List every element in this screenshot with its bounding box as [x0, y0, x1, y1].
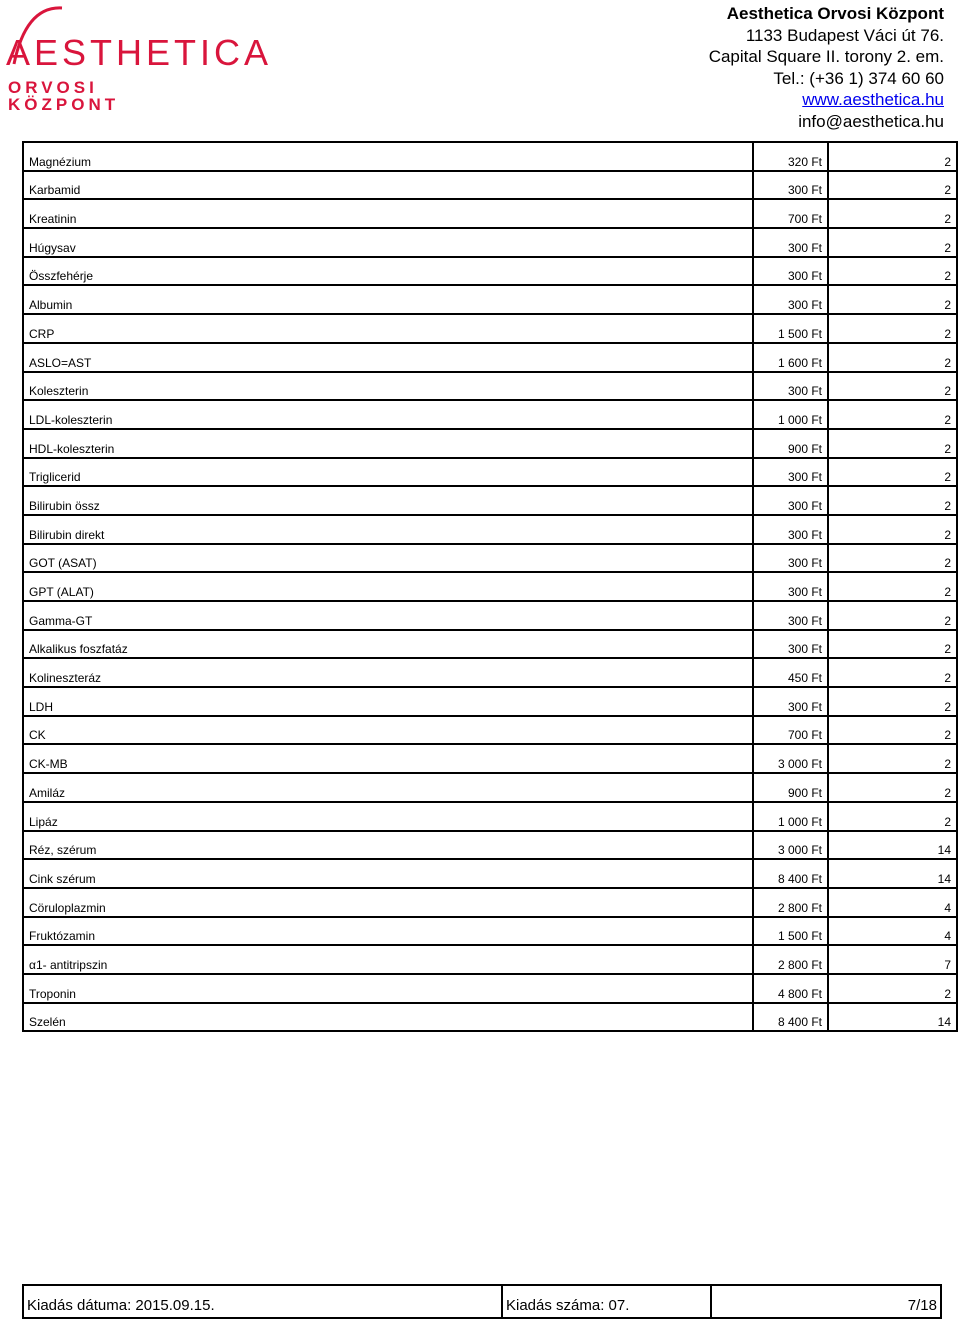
turnaround-cell: 2 — [828, 486, 957, 515]
table-row — [23, 515, 957, 544]
test-name-cell: CK-MB — [23, 744, 753, 773]
table-row — [23, 744, 957, 773]
price-cell: 2 800 Ft — [753, 945, 828, 974]
table-row — [23, 257, 957, 286]
test-name-cell: Karbamid — [23, 171, 753, 200]
price-cell: 8 400 Ft — [753, 859, 828, 888]
test-name-cell: Triglicerid — [23, 458, 753, 487]
test-name-cell: Amiláz — [23, 773, 753, 802]
turnaround-cell: 2 — [828, 744, 957, 773]
price-cell: 300 Ft — [753, 257, 828, 286]
turnaround-cell: 14 — [828, 1003, 957, 1032]
turnaround-cell: 2 — [828, 372, 957, 401]
test-name-cell: HDL-koleszterin — [23, 429, 753, 458]
table-row — [23, 974, 957, 1003]
test-name-cell: Albumin — [23, 285, 753, 314]
table-row — [23, 630, 957, 659]
table-row — [23, 888, 957, 917]
turnaround-cell: 2 — [828, 228, 957, 257]
price-cell: 1 500 Ft — [753, 917, 828, 946]
turnaround-cell: 2 — [828, 601, 957, 630]
test-name-cell: LDH — [23, 687, 753, 716]
price-cell: 300 Ft — [753, 601, 828, 630]
table-row — [23, 544, 957, 573]
test-name-cell: LDL-koleszterin — [23, 400, 753, 429]
phone-line: Tel.: (+36 1) 374 60 60 — [773, 68, 944, 88]
price-cell: 1 500 Ft — [753, 314, 828, 343]
table-row — [23, 285, 957, 314]
price-cell: 300 Ft — [753, 630, 828, 659]
table-row — [23, 228, 957, 257]
table-row — [23, 572, 957, 601]
contact-block — [544, 3, 944, 132]
company-name: Aesthetica Orvosi Központ — [726, 4, 944, 23]
test-name-cell: Cink szérum — [23, 859, 753, 888]
test-name-cell: Húgysav — [23, 228, 753, 257]
table-row — [23, 917, 957, 946]
price-cell: 1 000 Ft — [753, 400, 828, 429]
page-number: 7/18 — [907, 1297, 937, 1314]
price-cell: 1 000 Ft — [753, 802, 828, 831]
price-cell: 8 400 Ft — [753, 1003, 828, 1032]
table-row — [23, 199, 957, 228]
price-cell: 2 800 Ft — [753, 888, 828, 917]
table-row — [23, 831, 957, 860]
turnaround-cell: 4 — [828, 917, 957, 946]
turnaround-cell: 2 — [828, 572, 957, 601]
table-row — [23, 773, 957, 802]
table-row — [23, 716, 957, 745]
turnaround-cell: 14 — [828, 859, 957, 888]
turnaround-cell: 2 — [828, 544, 957, 573]
table-row — [23, 171, 957, 200]
test-name-cell: Fruktózamin — [23, 917, 753, 946]
test-name-cell: CK — [23, 716, 753, 745]
test-name-cell: GPT (ALAT) — [23, 572, 753, 601]
price-cell: 450 Ft — [753, 658, 828, 687]
test-name-cell: GOT (ASAT) — [23, 544, 753, 573]
test-name-cell: Koleszterin — [23, 372, 753, 401]
turnaround-cell: 2 — [828, 515, 957, 544]
test-name-cell: Szelén — [23, 1003, 753, 1032]
price-cell: 300 Ft — [753, 515, 828, 544]
test-name-cell: ASLO=AST — [23, 343, 753, 372]
turnaround-cell: 2 — [828, 687, 957, 716]
table-row — [23, 400, 957, 429]
turnaround-cell: 14 — [828, 831, 957, 860]
price-cell: 4 800 Ft — [753, 974, 828, 1003]
price-cell: 300 Ft — [753, 572, 828, 601]
price-cell: 1 600 Ft — [753, 343, 828, 372]
price-table — [22, 141, 958, 1032]
turnaround-cell: 2 — [828, 199, 957, 228]
table-row — [23, 601, 957, 630]
test-name-cell: α1- antitripszin — [23, 945, 753, 974]
table-row — [23, 486, 957, 515]
price-cell: 3 000 Ft — [753, 831, 828, 860]
table-row — [23, 458, 957, 487]
website-link[interactable]: www.aesthetica.hu — [802, 90, 944, 109]
logo-subtitle-orvosi: ORVOSI — [8, 78, 98, 97]
price-cell: 300 Ft — [753, 372, 828, 401]
turnaround-cell: 2 — [828, 658, 957, 687]
price-cell: 300 Ft — [753, 544, 828, 573]
price-cell: 300 Ft — [753, 486, 828, 515]
issue-date: Kiadás dátuma: 2015.09.15. — [24, 1286, 503, 1317]
table-row — [23, 945, 957, 974]
test-name-cell: Bilirubin direkt — [23, 515, 753, 544]
turnaround-cell: 2 — [828, 343, 957, 372]
test-name-cell: Lipáz — [23, 802, 753, 831]
footer-bar — [22, 1284, 942, 1319]
turnaround-cell: 4 — [828, 888, 957, 917]
turnaround-cell: 2 — [828, 802, 957, 831]
table-row — [23, 658, 957, 687]
price-cell: 320 Ft — [753, 142, 828, 171]
test-name-cell: Kolineszteráz — [23, 658, 753, 687]
email-line: info@aesthetica.hu — [798, 111, 944, 131]
test-name-cell: Troponin — [23, 974, 753, 1003]
price-cell: 300 Ft — [753, 228, 828, 257]
test-name-cell: Kreatinin — [23, 199, 753, 228]
price-cell: 300 Ft — [753, 458, 828, 487]
table-row — [23, 429, 957, 458]
test-name-cell: Összfehérje — [23, 257, 753, 286]
turnaround-cell: 2 — [828, 716, 957, 745]
turnaround-cell: 7 — [828, 945, 957, 974]
price-table-body — [23, 142, 957, 1031]
table-row — [23, 343, 957, 372]
logo-subtitle-kozpont: KÖZPONT — [8, 95, 120, 114]
logo-wordmark: AESTHETICA — [6, 32, 273, 73]
price-cell: 700 Ft — [753, 199, 828, 228]
turnaround-cell: 2 — [828, 974, 957, 1003]
table-row — [23, 859, 957, 888]
test-name-cell: CRP — [23, 314, 753, 343]
price-cell: 900 Ft — [753, 773, 828, 802]
price-cell: 900 Ft — [753, 429, 828, 458]
test-name-cell: Bilirubin össz — [23, 486, 753, 515]
issue-number: Kiadás száma: 07. — [503, 1286, 712, 1317]
price-cell: 300 Ft — [753, 687, 828, 716]
turnaround-cell: 2 — [828, 773, 957, 802]
price-cell: 3 000 Ft — [753, 744, 828, 773]
test-name-cell: Réz, szérum — [23, 831, 753, 860]
turnaround-cell: 2 — [828, 314, 957, 343]
turnaround-cell: 2 — [828, 400, 957, 429]
turnaround-cell: 2 — [828, 285, 957, 314]
turnaround-cell: 2 — [828, 171, 957, 200]
turnaround-cell: 2 — [828, 257, 957, 286]
table-row — [23, 142, 957, 171]
turnaround-cell: 2 — [828, 429, 957, 458]
address-line: 1133 Budapest Váci út 76. — [745, 25, 944, 45]
price-cell: 700 Ft — [753, 716, 828, 745]
table-row — [23, 802, 957, 831]
test-name-cell: Alkalikus foszfatáz — [23, 630, 753, 659]
table-row — [23, 687, 957, 716]
table-row — [23, 1003, 957, 1032]
aesthetica-logo — [0, 0, 310, 125]
table-row — [23, 372, 957, 401]
test-name-cell: Gamma-GT — [23, 601, 753, 630]
building-line: Capital Square II. torony 2. em. — [708, 47, 944, 66]
turnaround-cell: 2 — [828, 458, 957, 487]
turnaround-cell: 2 — [828, 630, 957, 659]
test-name-cell: Cöruloplazmin — [23, 888, 753, 917]
turnaround-cell: 2 — [828, 142, 957, 171]
price-cell: 300 Ft — [753, 171, 828, 200]
table-row — [23, 314, 957, 343]
test-name-cell: Magnézium — [23, 142, 753, 171]
price-cell: 300 Ft — [753, 285, 828, 314]
